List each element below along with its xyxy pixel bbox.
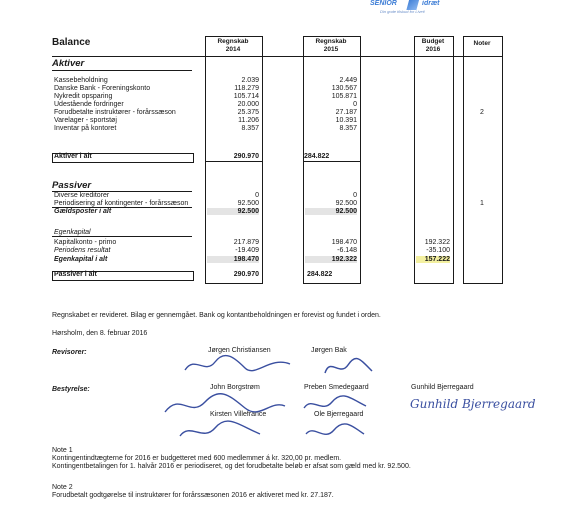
ek-row-2015: -6.148: [337, 247, 357, 254]
aktiver-row-2014: 105.714: [233, 93, 259, 100]
signature-jorgen-bak: [320, 355, 380, 381]
aktiver-row-2014: 20.000: [237, 101, 259, 108]
revisor-name-1: Jørgen Christiansen: [208, 347, 271, 354]
passiver-heading: Passiver: [52, 180, 92, 191]
aktiver-total-2014: 290.970: [233, 153, 259, 160]
aktiver-row-2015: 130.567: [331, 85, 357, 92]
logo-name: SENIOR: [370, 0, 397, 7]
board-name-1: John Borgstrøm: [210, 384, 260, 391]
passiver-row-2014: 92.500: [237, 200, 259, 207]
board-name-4: Kirsten Villefrance: [210, 411, 267, 418]
header-noter: Noter: [473, 40, 491, 47]
signature-jorgen-christiansen: [180, 350, 300, 378]
aktiver-row-2015: 8.357: [339, 125, 357, 132]
gaeld-label: Gældsposter i alt: [54, 208, 112, 215]
aktiver-row-label: Kassebeholdning: [54, 77, 108, 84]
aktiver-row-2014: 11.206: [238, 117, 259, 124]
logo-suffix: idræt: [422, 0, 440, 7]
note-ref: 1: [480, 200, 484, 207]
aktiver-row-label: Nykredit opsparing: [54, 93, 113, 100]
revisor-name-2: Jørgen Bak: [311, 347, 347, 354]
header-2014: Regnskab 2014: [217, 38, 249, 53]
signature-preben-smedegaard: [300, 392, 370, 416]
aktiver-row-2015: 10.391: [335, 117, 357, 124]
aktiver-row-label: Varelager - sportstøj: [54, 117, 117, 124]
signature-gunhild-bjerregaard: Gunhild Bjerregaard: [410, 397, 536, 411]
note2-line-1: Forudbetalt godtgørelse til instruktører for forårssæsonen 2016 er aktiveret med kr. 27.187.: [52, 492, 334, 499]
ek-row-2015: 198.470: [331, 239, 357, 246]
ek-total-2015: 192.322: [305, 256, 357, 263]
ek-total-budget: 157.222: [416, 256, 450, 263]
logo-tagline: Din gode tilskud for Livet!: [380, 9, 425, 14]
board-name-3: Gunhild Bjerregaard: [411, 384, 474, 391]
passiver-total-2014: 290.970: [233, 271, 259, 278]
board-name-2: Preben Smedegaard: [304, 384, 369, 391]
passiver-row-label: Diverse kreditorer: [54, 192, 110, 199]
note-ref: 2: [480, 109, 484, 116]
bestyrelse-label: Bestyrelse:: [52, 386, 90, 393]
header-divider: [52, 56, 502, 57]
aktiver-heading: Aktiver: [52, 58, 85, 69]
column-box-noter: [463, 36, 503, 284]
ek-row-label: Kapitalkonto - primo: [54, 239, 117, 246]
aktiver-row-2015: 27.187: [335, 109, 357, 116]
passiver-row-2015: 0: [353, 192, 357, 199]
ek-row-label: Periodens resultat: [54, 247, 111, 254]
page-title: Balance: [52, 37, 91, 48]
place-date: Hørsholm, den 8. februar 2016: [52, 330, 148, 337]
aktiver-row-label: Udestående fordringer: [54, 101, 124, 108]
aktiver-row-2014: 118.279: [234, 85, 259, 92]
passiver-total-label: Passiver i alt: [54, 271, 97, 278]
ek-total-2014: 198.470: [207, 256, 259, 263]
aktiver-row-label: Inventar på kontoret: [54, 125, 117, 132]
ek-row-2014: 217.879: [233, 239, 259, 246]
passiver-row-2015: 92.500: [335, 200, 357, 207]
aktiver-row-2014: 8.357: [241, 125, 259, 132]
aktiver-row-label: Danske Bank - Foreningskonto: [54, 85, 151, 92]
ek-row-budget: -35.100: [426, 247, 450, 254]
aktiver-row-2015: 2.449: [339, 77, 357, 84]
revisorer-label: Revisorer:: [52, 349, 87, 356]
passiver-row-label: Periodisering af kontingenter - forårssæson: [54, 200, 189, 207]
signature-john-borgstrom: [160, 390, 290, 420]
senior-idraet-logo: [370, 0, 440, 14]
aktiver-row-2015: 0: [353, 101, 357, 108]
passiver-total-2015: 284.822: [307, 271, 333, 278]
ek-row-2014: -19.409: [235, 247, 259, 254]
aktiver-total-2015: 284.822: [304, 153, 330, 160]
ek-total-label: Egenkapital i alt: [54, 256, 108, 263]
note1-line-2: Kontingentbetalingen for 1. halvår 2016 er periodiseret, og det forudbetalte beløb er afsat som gæld med kr. 92.500.: [52, 463, 411, 470]
gaeld-2015: 92.500: [305, 208, 357, 215]
signature-kirsten-villefrance: [175, 418, 265, 444]
aktiver-row-2014: 25.375: [237, 109, 259, 116]
header-budget: Budget 2016: [421, 38, 445, 53]
note1-line-1: Kontingentindtægterne for 2016 er budgetteret med 600 medlemmer á kr. 320,00 pr. medlem.: [52, 455, 342, 462]
audit-statement: Regnskabet er revideret. Bilag er gennemgået. Bank og kontantbeholdningen er forevist og fundet i orden.: [52, 312, 381, 319]
aktiver-total-label: Aktiver i alt: [54, 153, 92, 160]
signature-ole-bjerregaard: [300, 420, 370, 444]
header-2015: Regnskab 2015: [315, 38, 347, 53]
gaeld-2014: 92.500: [207, 208, 259, 215]
egenkapital-heading: Egenkapital: [54, 229, 91, 236]
ek-row-budget: 192.322: [424, 239, 450, 246]
aktiver-row-label: Forudbetalte instruktører - forårssæson: [54, 109, 176, 116]
aktiver-underline: [52, 70, 192, 71]
board-name-5: Ole Bjerregaard: [314, 411, 364, 418]
note2-title: Note 2: [52, 484, 73, 491]
note1-title: Note 1: [52, 447, 73, 454]
passiver-row-2014: 0: [255, 192, 259, 199]
aktiver-row-2014: 2.039: [241, 77, 259, 84]
aktiver-row-2015: 105.871: [331, 93, 357, 100]
